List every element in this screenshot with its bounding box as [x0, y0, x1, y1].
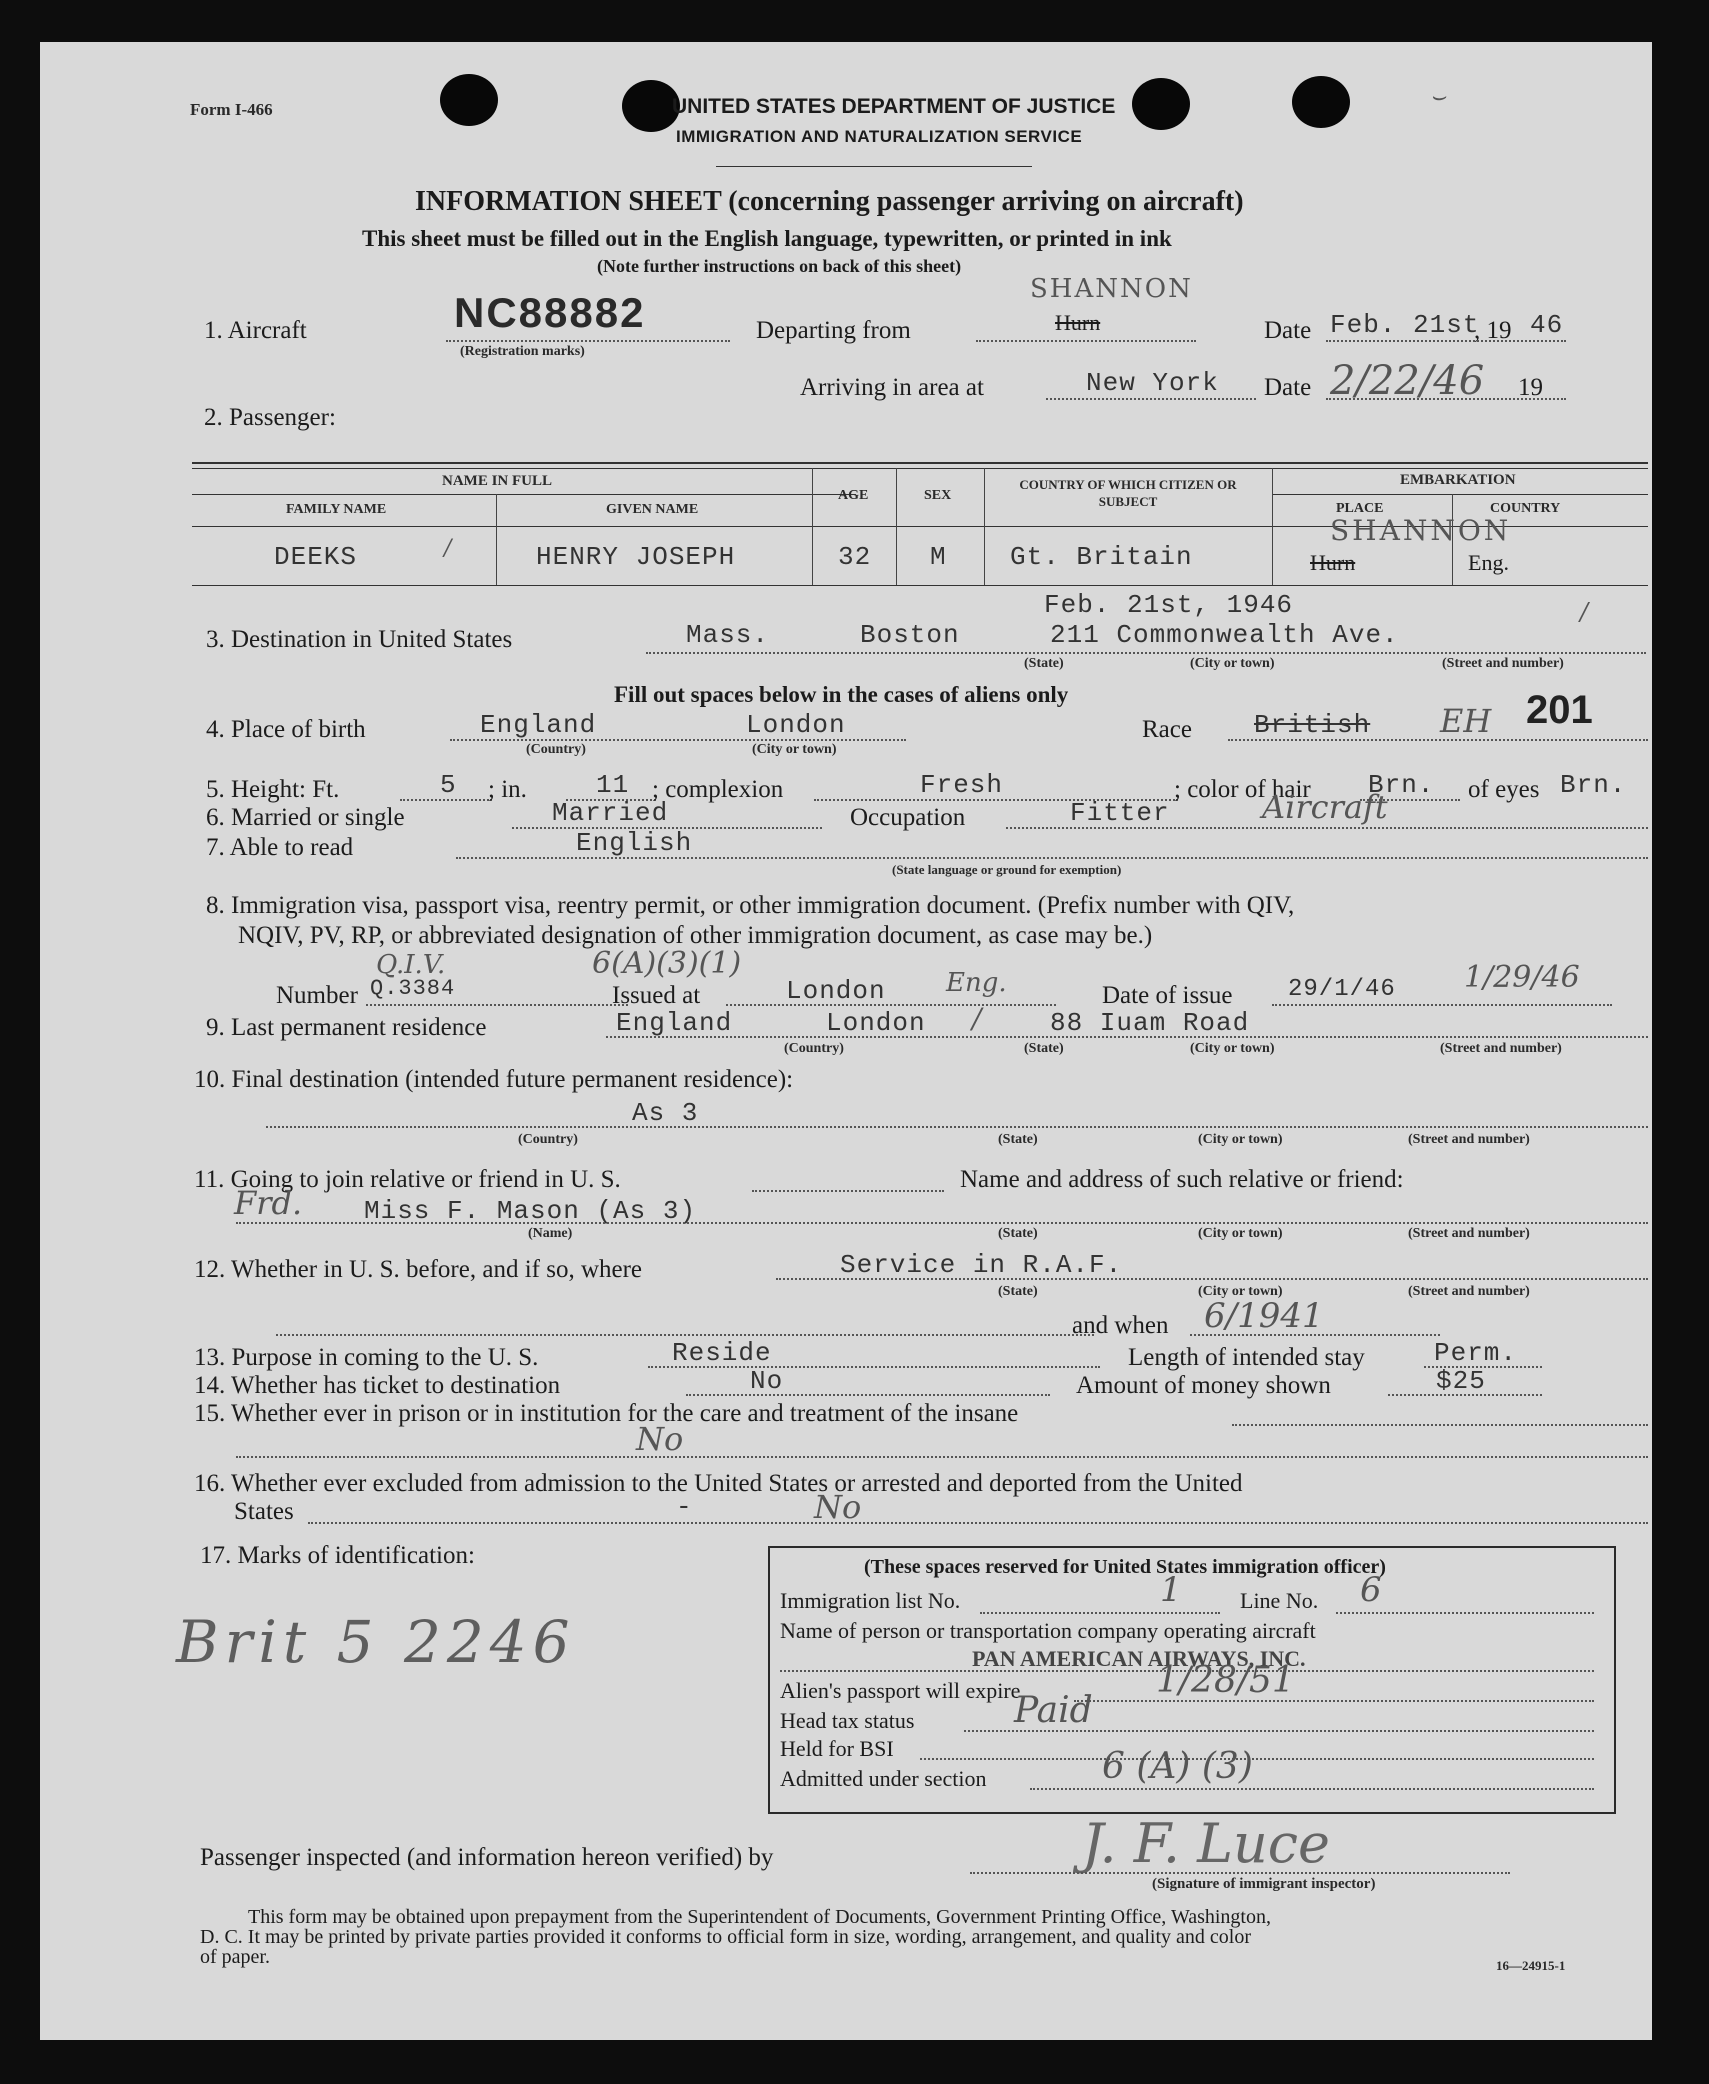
punch-hole-left [440, 74, 498, 126]
excluded-line-1: 16. Whether ever excluded from admission to the United States or arrested and deported from the United [194, 1470, 1243, 1497]
join-name-label: Name and address of such relative or friend: [960, 1166, 1404, 1193]
destination-state-caption: (State) [1024, 656, 1064, 671]
arrival-date-label: Date [1264, 374, 1312, 401]
tax-label: Head tax status [780, 1708, 915, 1733]
last-res-street-caption: (Street and number) [1440, 1041, 1562, 1056]
occupation-label: Occupation [850, 804, 966, 831]
last-res-city-caption: (City or town) [1190, 1041, 1275, 1056]
operator-value: PAN AMERICAN AIRWAYS, INC. [972, 1646, 1306, 1671]
join-label: 11. Going to join relative or friend in U. S. [194, 1166, 621, 1193]
read-value: English [576, 828, 693, 858]
height-label: 5. Height: Ft. [206, 776, 340, 803]
visa-issued-label: Issued at [612, 982, 701, 1009]
departure-year: 46 [1530, 310, 1564, 340]
arrival-date-handwritten: 2/22/46 [1330, 358, 1485, 404]
before-label: 12. Whether in U. S. before, and if so, where [194, 1256, 643, 1283]
join-handwritten: Frd. [234, 1184, 303, 1222]
visa-handwritten-section: 6(A)(3)(1) [592, 946, 742, 981]
form-sheet [40, 42, 1652, 2040]
list-number-label: Immigration list No. [780, 1588, 961, 1613]
occupation-value: Fitter [1070, 798, 1170, 828]
destination-date-note: Feb. 21st, 1946 [1044, 590, 1294, 620]
footer-line-3: of paper. [200, 1946, 270, 1968]
ticket-label: 14. Whether has ticket to destination [194, 1372, 561, 1399]
join-state-caption: (State) [998, 1226, 1038, 1241]
punch-hole-right [1132, 78, 1190, 130]
family-name-header: FAMILY NAME [286, 502, 387, 517]
excluded-value: No [814, 1488, 862, 1526]
visa-issued-handwritten: Eng. [946, 968, 1007, 998]
passenger-label: 2. Passenger: [204, 404, 336, 431]
tax-value: Paid [1014, 1690, 1093, 1731]
occupation-handwritten: Aircraft [1262, 788, 1388, 826]
before-city-caption: (City or town) [1198, 1284, 1283, 1299]
birth-country-caption: (Country) [526, 742, 586, 757]
officer-heading: (These spaces reserved for United States immigration officer) [864, 1556, 1386, 1578]
departing-struck: Hurn [1055, 310, 1101, 335]
family-name-mark: / [444, 536, 452, 561]
given-name-header: GIVEN NAME [606, 502, 699, 517]
height-inches: 11 [596, 770, 630, 800]
name-in-full-header: NAME IN FULL [442, 473, 553, 489]
visa-date-label: Date of issue [1102, 982, 1233, 1009]
destination-mark: / [1580, 598, 1589, 626]
department-title: UNITED STATES DEPARTMENT OF JUSTICE [672, 95, 1116, 118]
read-caption: (State language or ground for exemption) [892, 862, 1122, 877]
departure-year-prefix: , 19 [1474, 317, 1512, 344]
age-header: AGE [838, 488, 869, 503]
footer-line-1: This form may be obtained upon prepayment from the Superintendent of Documents, Government Printing Office, Washington, [248, 1906, 1271, 1928]
hair-value: Brn. [1368, 770, 1435, 800]
join-city-caption: (City or town) [1198, 1226, 1283, 1241]
hair-label: ; color of hair [1174, 776, 1311, 803]
destination-state: Mass. [686, 620, 770, 650]
footer-code: 16—24915-1 [1496, 1958, 1566, 1973]
departing-label: Departing from [756, 317, 911, 344]
read-label: 7. Able to read [206, 834, 354, 861]
arriving-value: New York [1086, 368, 1219, 398]
list-number-value: 1 [1160, 1570, 1182, 1610]
prison-label: 15. Whether ever in prison or in institution for the care and treatment of the insane [194, 1400, 1019, 1427]
stay-value: Perm. [1434, 1338, 1518, 1368]
passport-value: 1/28/51 [1156, 1660, 1295, 1701]
before-when: 6/1941 [1204, 1296, 1324, 1336]
visa-handwritten-qiv: Q.I.V. [376, 950, 446, 980]
join-value: Miss F. Mason (As 3) [364, 1196, 697, 1226]
complexion-label: ; complexion [652, 776, 784, 803]
before-when-label: and when [1072, 1312, 1169, 1339]
last-res-country-caption: (Country) [784, 1041, 844, 1056]
visa-number-label: Number [276, 982, 358, 1009]
married-label: 6. Married or single [206, 804, 405, 831]
last-res-state-caption: (State) [1024, 1041, 1064, 1056]
visa-date-handwritten: 1/29/46 [1464, 960, 1580, 995]
form-note: (Note further instructions on back of this sheet) [597, 256, 962, 276]
final-country-caption: (Country) [518, 1132, 578, 1147]
visa-line-1: 8. Immigration visa, passport visa, reentry permit, or other immigration document. (Prefix number with QIV, [206, 892, 1295, 919]
purpose-label: 13. Purpose in coming to the U. S. [194, 1344, 539, 1371]
birth-label: 4. Place of birth [206, 716, 366, 743]
sex-header: SEX [924, 488, 952, 503]
last-residence-city: London [826, 1008, 926, 1038]
admitted-value: 6 (A) (3) [1102, 1746, 1253, 1787]
visa-date: 29/1/46 [1288, 976, 1396, 1003]
footer-line-2: D. C. It may be printed by private parties provided it conforms to official form in size, wording, arrangement, and quality and color [200, 1926, 1252, 1948]
before-state-caption: (State) [998, 1284, 1038, 1299]
visa-line-2: NQIV, PV, RP, or abbreviated designation of other immigration document, as case may be.) [238, 922, 1153, 949]
last-residence-street: 88 Iuam Road [1050, 1008, 1250, 1038]
final-state-caption: (State) [998, 1132, 1038, 1147]
signature-caption: (Signature of immigrant inspector) [1152, 1876, 1376, 1892]
race-handwritten: EH [1440, 702, 1492, 740]
last-residence-mark: / [972, 1002, 982, 1035]
citizen-header: COUNTRY OF WHICH CITIZEN OR SUBJECT [1019, 477, 1237, 509]
line-number-value: 6 [1360, 1570, 1382, 1610]
departure-date: Feb. 21st [1330, 310, 1480, 340]
height-feet: 5 [440, 770, 457, 800]
marks-handwritten: Brit 5 2246 [176, 1608, 576, 1676]
money-label: Amount of money shown [1076, 1372, 1331, 1399]
visa-number: Q.3384 [370, 976, 456, 1001]
destination-label: 3. Destination in United States [206, 626, 513, 653]
departing-handwritten: SHANNON [1030, 274, 1193, 304]
inspector-signature: J. F. Luce [1082, 1812, 1331, 1875]
country-header: COUNTRY [1490, 501, 1561, 516]
final-street-caption: (Street and number) [1408, 1132, 1530, 1147]
age-value: 32 [838, 542, 872, 572]
ticket-value: No [750, 1366, 784, 1396]
form-title: INFORMATION SHEET (concerning passenger arriving on aircraft) [415, 186, 1244, 217]
birth-city-caption: (City or town) [752, 742, 837, 757]
operator-label: Name of person or transportation company operating aircraft [780, 1618, 1316, 1643]
race-code: 201 [1526, 688, 1593, 732]
place-header: PLACE [1336, 501, 1384, 516]
before-value: Service in R.A.F. [840, 1250, 1123, 1280]
form-subtitle: This sheet must be filled out in the English language, typewritten, or printed in ink [362, 226, 1172, 251]
aircraft-caption: (Registration marks) [460, 344, 585, 359]
inspected-label: Passenger inspected (and information hereon verified) by [200, 1844, 774, 1871]
bsi-label: Held for BSI [780, 1736, 894, 1761]
before-street-caption: (Street and number) [1408, 1284, 1530, 1299]
embark-place-handwritten: SHANNON [1330, 514, 1512, 547]
last-residence-label: 9. Last permanent residence [206, 1014, 487, 1041]
punch-hole-far-right [1292, 76, 1350, 128]
aircraft-registration: NC88882 [454, 289, 646, 336]
sex-value: M [930, 542, 947, 572]
destination-city-caption: (City or town) [1190, 656, 1275, 671]
married-value: Married [552, 798, 669, 828]
height-inches-label: ; in. [488, 776, 527, 803]
arriving-label: Arriving in area at [800, 374, 984, 401]
aircraft-label: 1. Aircraft [204, 317, 307, 344]
destination-street-caption: (Street and number) [1442, 656, 1564, 671]
arrival-year-suffix: 19 [1518, 374, 1543, 401]
form-number: Form I-466 [190, 100, 273, 119]
line-number-label: Line No. [1240, 1588, 1319, 1613]
passport-label: Alien's passport will expire [780, 1678, 1021, 1703]
service-title: IMMIGRATION AND NATURALIZATION SERVICE [676, 127, 1083, 146]
eyes-value: Brn. [1560, 770, 1627, 800]
join-street-caption: (Street and number) [1408, 1226, 1530, 1241]
destination-city: Boston [860, 620, 960, 650]
join-name-caption: (Name) [528, 1226, 573, 1241]
final-destination-label: 10. Final destination (intended future permanent residence): [194, 1066, 794, 1093]
admitted-label: Admitted under section [780, 1766, 987, 1791]
marks-label: 17. Marks of identification: [200, 1542, 475, 1569]
given-name-value: HENRY JOSEPH [536, 542, 736, 572]
eyes-label: of eyes [1468, 776, 1540, 803]
embarkation-header: EMBARKATION [1400, 472, 1516, 488]
complexion-value: Fresh [920, 770, 1004, 800]
visa-issued: London [786, 976, 886, 1006]
departure-date-label: Date [1264, 317, 1312, 344]
final-destination-value: As 3 [632, 1098, 699, 1128]
embark-country-value: Eng. [1468, 550, 1509, 575]
excluded-dash: - [676, 1492, 693, 1522]
aliens-heading: Fill out spaces below in the cases of aliens only [614, 682, 1069, 707]
prison-value: No [636, 1420, 684, 1458]
money-value: $25 [1436, 1366, 1486, 1396]
race-struck: British [1254, 710, 1371, 740]
last-residence-country: England [616, 1008, 733, 1038]
destination-street: 211 Commonwealth Ave. [1050, 620, 1399, 650]
final-city-caption: (City or town) [1198, 1132, 1283, 1147]
birth-city: London [746, 710, 846, 740]
family-name-value: DEEKS [274, 542, 358, 572]
citizen-value: Gt. Britain [1010, 542, 1193, 572]
birth-country: England [480, 710, 597, 740]
purpose-value: Reside [672, 1338, 772, 1368]
race-label: Race [1142, 716, 1192, 743]
header-rule [716, 166, 1032, 167]
embark-place-struck: Hurn [1310, 550, 1356, 575]
stay-label: Length of intended stay [1128, 1344, 1365, 1371]
corner-pen-mark: ⌣ [1430, 82, 1446, 110]
excluded-line-2: States [234, 1498, 294, 1525]
